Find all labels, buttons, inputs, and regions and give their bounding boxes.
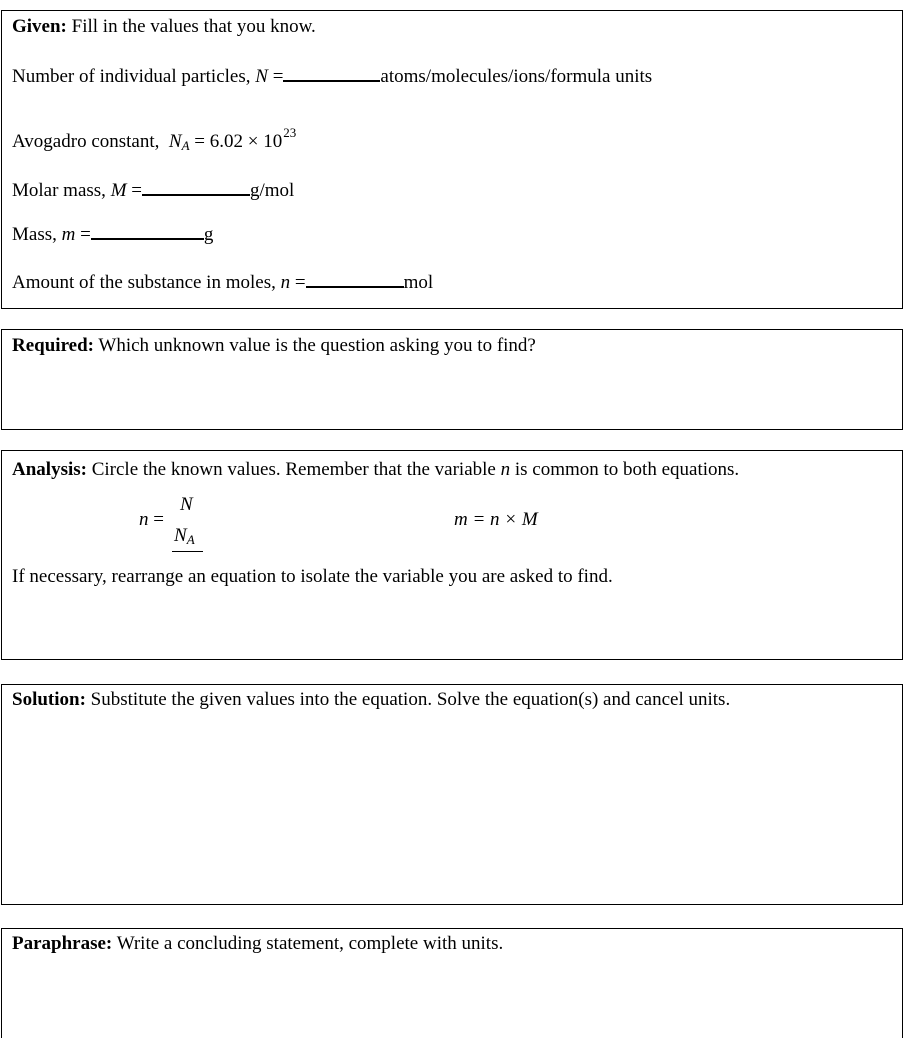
mass-blank[interactable] <box>91 221 204 240</box>
given-heading: Given: <box>12 16 67 37</box>
avogadro-sub: A <box>181 138 190 153</box>
equation-mass <box>454 509 538 531</box>
eq1-denominator <box>174 525 195 547</box>
required-line <box>12 335 536 357</box>
avogadro-label: Avogadro constant, <box>12 131 160 152</box>
moles-unit: mol <box>403 272 434 293</box>
molar-blank[interactable] <box>142 177 250 196</box>
eq1-den-var: N <box>174 525 187 546</box>
given-intro-text: Fill in the values that you know. <box>71 16 316 37</box>
rearrange-text: If necessary, rearrange an equation to isolate the variable you are asked to find. <box>12 566 613 587</box>
required-heading: Required: <box>12 335 94 356</box>
molar-var: M <box>110 180 127 201</box>
moles-blank[interactable] <box>306 269 404 288</box>
mass-label: Mass, <box>12 224 57 245</box>
paraphrase-section <box>1 928 903 1038</box>
moles-eq: = <box>290 272 306 293</box>
paraphrase-line <box>12 933 503 955</box>
moles-var: n <box>280 272 291 293</box>
particles-eq: = <box>267 66 284 87</box>
particles-label: Number of individual particles, <box>12 66 251 87</box>
molar-label: Molar mass, <box>12 180 106 201</box>
eq1-num-text: N <box>180 494 193 515</box>
analysis-text-before: Circle the known values. Remember that the variable <box>91 459 496 480</box>
solution-text: Substitute the given values into the equation. Solve the equation(s) and cancel units. <box>90 689 731 710</box>
solution-section <box>1 684 903 905</box>
paraphrase-text: Write a concluding statement, complete with units. <box>116 933 504 954</box>
eq1-numerator <box>180 494 193 516</box>
analysis-heading: Analysis: <box>12 459 87 480</box>
analysis-text-var: n <box>500 459 511 480</box>
avogadro-value: = 6.02 × 10 <box>189 131 283 152</box>
particles-var: N <box>255 66 268 87</box>
particles-row <box>12 63 652 88</box>
equation-moles-lhs <box>139 509 164 531</box>
moles-label: Amount of the substance in moles, <box>12 272 276 293</box>
eq2-text: m = n × M <box>454 509 538 530</box>
eq1-fraction-bar <box>172 551 203 552</box>
avogadro-var: N <box>168 131 182 152</box>
solution-line <box>12 689 730 711</box>
molar-eq: = <box>126 180 142 201</box>
particles-blank[interactable] <box>283 63 380 82</box>
moles-row <box>12 269 433 294</box>
molar-row <box>12 177 294 202</box>
analysis-line <box>12 459 739 481</box>
eq1-equals: = <box>148 509 164 530</box>
given-intro <box>12 16 316 38</box>
given-section <box>1 10 903 309</box>
analysis-text-after: is common to both equations. <box>514 459 740 480</box>
solution-heading: Solution: <box>12 689 86 710</box>
paraphrase-heading: Paraphrase: <box>12 933 113 954</box>
mass-var: m <box>61 224 76 245</box>
eq1-lhs: n <box>139 509 149 530</box>
mass-row <box>12 221 213 246</box>
avogadro-exp: 23 <box>283 125 297 140</box>
required-text: Which unknown value is the question asking you to find? <box>98 335 536 356</box>
eq1-den-sub: A <box>186 532 195 547</box>
required-section <box>1 329 903 430</box>
avogadro-row <box>12 125 297 154</box>
mass-eq: = <box>75 224 91 245</box>
particles-unit: atoms/molecules/ions/formula units <box>380 66 653 87</box>
analysis-section <box>1 450 903 660</box>
molar-unit: g/mol <box>249 180 295 201</box>
mass-unit: g <box>203 224 214 245</box>
